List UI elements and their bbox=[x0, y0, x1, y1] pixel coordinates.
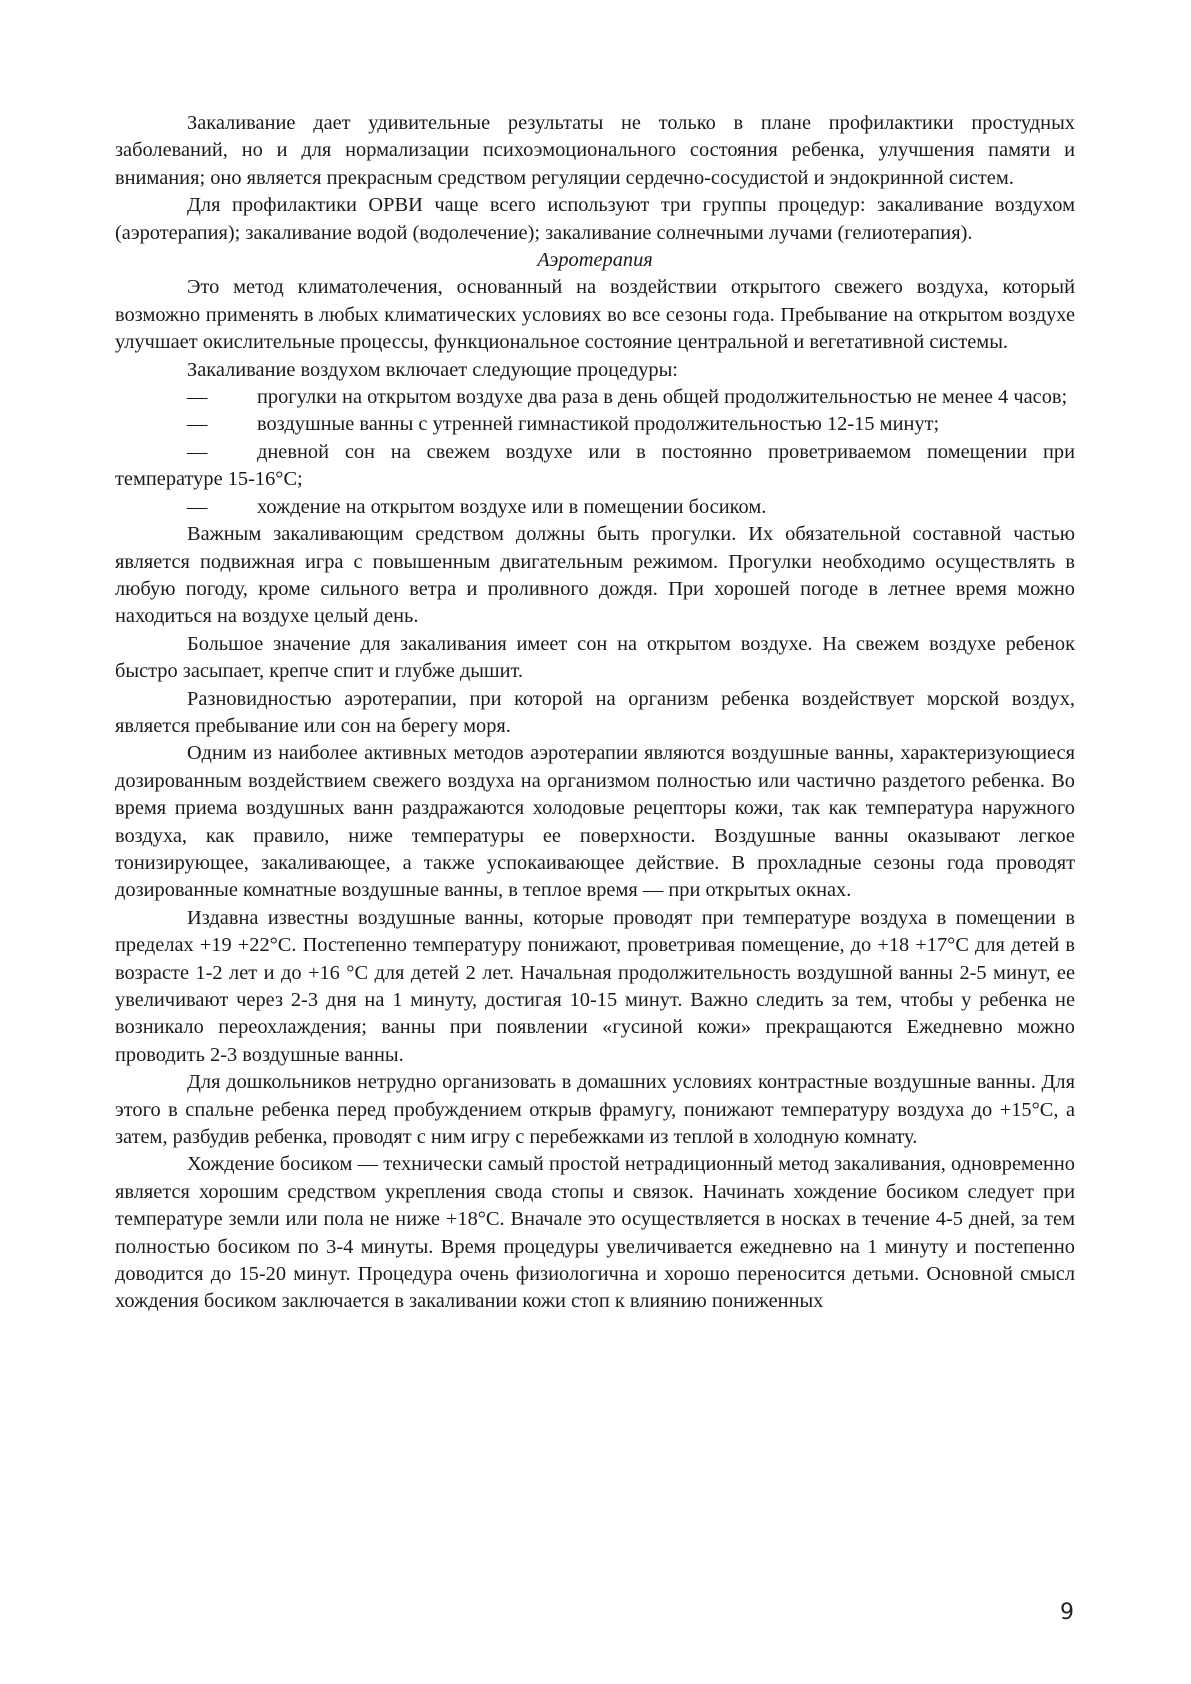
paragraph-barefoot: Хождение босиком — технически самый простой нетрадиционный метод закаливания, одновременно является хорошим средством укрепления свода стопы и связок. Начинать хождение босиком следует при температуре земли или пола не ниже +18°С. Вначале это осуществляется в носках в течение 4-5 дней, за тем полностью босиком по 3-4 минуты. Время процедуры увеличивается ежедневно на 1 минуту и постепенно доводится до 15-20 минут. Процедура очень физиологична и хорошо переносится детьми. Основной смысл хождения босиком заключается в закаливании кожи стоп к влиянию пониженных bbox=[115, 1153, 1075, 1313]
list-dash: — bbox=[187, 495, 208, 518]
paragraph-outdoor-sleep: Большое значение для закаливания имеет сон на открытом воздухе. На свежем воздухе ребенок быстро засыпает, крепче спит и глубже дышит. bbox=[115, 632, 1075, 683]
list-item-text: прогулки на открытом воздухе два раза в день общей продолжительностью не менее 4 часов; bbox=[257, 386, 1068, 409]
list-item-text: дневной сон на свежем воздухе или в постоянно проветриваемом помещении при температуре 15-16°С; bbox=[115, 440, 1075, 491]
section-heading-aerotherapy: Аэротерапия bbox=[537, 249, 653, 272]
document-body bbox=[115, 110, 1075, 1316]
list-item bbox=[115, 439, 1075, 494]
list-item bbox=[115, 494, 1075, 521]
paragraph-air-bath-temperature: Издавна известны воздушные ванны, которые проводят при температуре воздуха в помещении в пределах +19 +22°С. Постепенно температуру понижают, проветривая помещение, до +18 +17°С для детей в возрасте 1-2 лет и до +16 °С для детей 2 лет. Начальная продолжительность воздушной ванны 2-5 минут, ее увеличивают через 2-3 дня на 1 минуту, достигая 10-15 минут. Важно следить за тем, чтобы у ребенка не возникало переохлаждения; ванны при появлении «гусиной кожи» прекращаются Ежедневно можно проводить 2-3 воздушные ванны. bbox=[115, 906, 1075, 1066]
paragraph-list-intro: Закаливание воздухом включает следующие процедуры: bbox=[187, 358, 678, 381]
page-number: 9 bbox=[1060, 1600, 1074, 1625]
list-dash: — bbox=[187, 413, 208, 436]
paragraph-procedures: Для профилактики ОРВИ чаще всего используют три группы процедур: закаливание воздухом (аэротерапия); закаливание водой (водолечение); закаливание солнечными лучами (гелиотерапия). bbox=[115, 194, 1075, 244]
list-item-text: воздушные ванны с утренней гимнастикой продолжительностью 12-15 минут; bbox=[257, 413, 940, 436]
list-item bbox=[115, 384, 1075, 411]
paragraph-intro: Закаливание дает удивительные результаты не только в плане профилактики простудных заболеваний, но и для нормализации психоэмоционального состояния ребенка, улучшения памяти и внимания; оно является прекрасным средством регуляции сердечно-сосудистой и эндокринной систем. bbox=[115, 112, 1075, 189]
list-item bbox=[115, 411, 1075, 438]
list-dash: — bbox=[187, 440, 208, 463]
paragraph-air-baths: Одним из наиболее активных методов аэротерапии являются воздушные ванны, характеризующиеся дозированным воздействием свежего воздуха на организмом полностью или частично раздетого ребенка. Во время приема воздушных ванн раздражаются холодовые рецепторы кожи, так как температура наружного воздуха, как правило, ниже температуры ее поверхности. Воздушные ванны оказывают легкое тонизирующее, закаливающее, а также успокаивающее действие. В прохладные сезоны года проводят дозированные комнатные воздушные ванны, в теплое время — при открытых окнах. bbox=[115, 742, 1075, 902]
list-item-text: хождение на открытом воздухе или в помещении босиком. bbox=[257, 495, 767, 518]
list-dash: — bbox=[187, 386, 208, 409]
paragraph-sea-air: Разновидностью аэротерапии, при которой на организм ребенка воздействует морской воздух, является пребывание или сон на берегу моря. bbox=[115, 687, 1075, 737]
paragraph-contrast-baths: Для дошкольников нетрудно организовать в домашних условиях контрастные воздушные ванны. Для этого в спальне ребенка перед пробуждением открыв фрамугу, понижают температуру воздуха до +15°С, а затем, разбудив ребенка, проводят с ним игру с перебежками из теплой в холодную комнату. bbox=[115, 1071, 1075, 1149]
paragraph-walks: Важным закаливающим средством должны быть прогулки. Их обязательной составной частью является подвижная игра с повышенным двигательным режимом. Прогулки необходимо осуществлять в любую погоду, кроме сильного ветра и проливного дождя. При хорошей погоде в летнее время можно находиться на воздухе целый день. bbox=[115, 523, 1075, 628]
paragraph-aerotherapy-definition: Это метод климатолечения, основанный на воздействии открытого свежего воздуха, который возможно применять в любых климатических условиях во все сезоны года. Пребывание на открытом воздухе улучшает окислительные процессы, функциональное состояние центральной и вегетативной системы. bbox=[115, 276, 1075, 354]
